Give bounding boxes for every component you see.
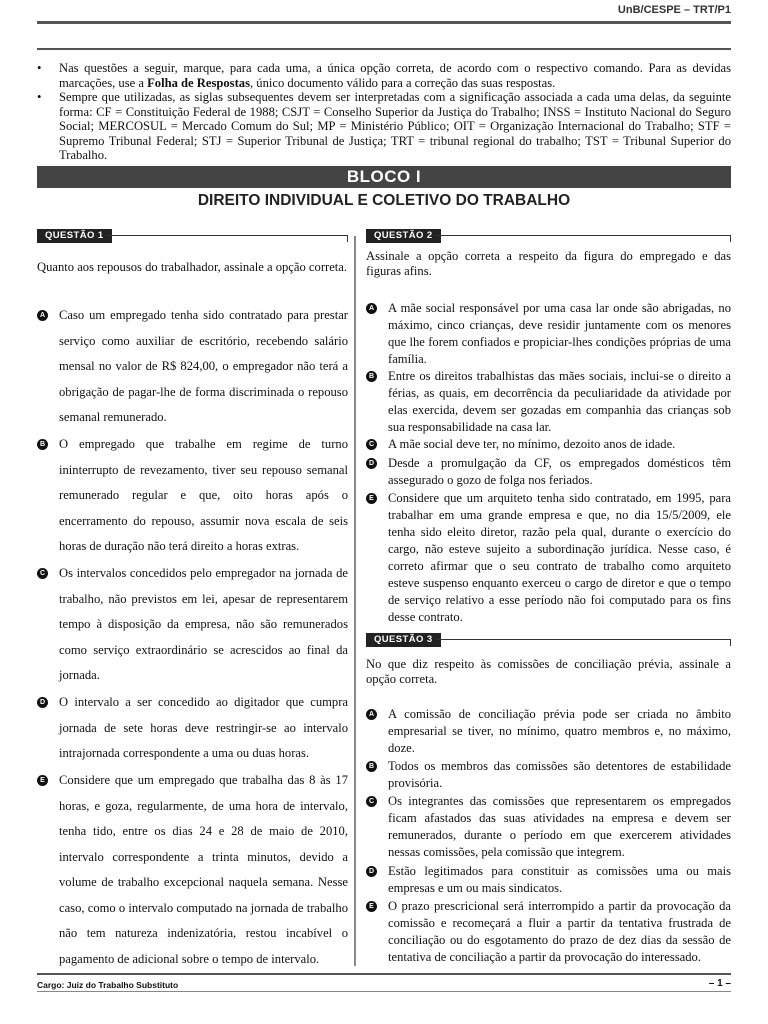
option-a[interactable] (366, 706, 731, 757)
option-e-marker: E (37, 775, 48, 786)
option-text: A mãe social deve ter, no mínimo, dezoito anos de idade. (388, 437, 676, 451)
option-b[interactable] (37, 432, 348, 560)
question-stem: Assinale a opção correta a respeito da figura do empregado e das figuras afins. (366, 249, 731, 278)
option-text: Os integrantes das comissões que representarem os empregados ficam afastados das suas atividades na empresa e devem ser remunerados, durante o período em que exercerem atividades nessas comissões, pela comissão que integrem. (388, 794, 731, 859)
page-number: – 1 – (708, 978, 731, 989)
option-d[interactable] (366, 863, 731, 897)
question-rule-tick (347, 235, 348, 242)
question-rule (436, 235, 731, 236)
question-rule (107, 235, 348, 236)
question-1-header (37, 229, 348, 243)
option-d-marker: D (366, 458, 377, 469)
option-c-marker: C (366, 439, 377, 450)
option-text: Desde a promulgação da CF, os empregados domésticos têm assegurado o gozo de folga nos feriados. (388, 456, 731, 487)
option-b[interactable] (366, 368, 731, 436)
option-d[interactable] (37, 690, 348, 767)
question-label: QUESTÃO 2 (366, 229, 441, 243)
option-text: Estão legitimados para constituir as comissões uma ou mais empresas e um ou mais sindicatos. (388, 864, 731, 895)
option-e[interactable] (37, 768, 348, 972)
option-text: O empregado que trabalhe em regime de turno ininterrupto de revezamento, tiver seu repouso semanal remunerado regular e que, oito horas após o encerramento do repouso, assumir nova escala de seis horas de duração não terá direito a horas extras. (59, 437, 348, 553)
bloco-title: BLOCO I (37, 166, 731, 188)
option-e[interactable] (366, 490, 731, 626)
option-c-marker: C (37, 568, 48, 579)
option-a[interactable] (366, 300, 731, 368)
option-text: O prazo prescricional será interrompido a partir da provocação da comissão e recomeçará a fluir a partir da tentativa frustrada de conciliação ou do esgotamento do prazo de dez dias da sessão de tentativa de conciliação a partir da provocação do interessado. (388, 899, 731, 964)
header-rule (37, 21, 731, 24)
question-stem: No que diz respeito às comissões de conciliação prévia, assinale a opção correta. (366, 657, 731, 686)
option-text: Considere que um empregado que trabalha das 8 às 17 horas, e goza, regularmente, de uma hora de intervalo, tenha tido, entre os dias 24 e 28 de maio de 2010, intervalo correspondente a trinta minutos, devido a volume de trabalho excepcional naquela semana. Nesse caso, como o intervalo computado na jornada de trabalho não tem natureza indenizatória, restou incabível o pagamento de adicional sobre o tempo de intervalo. (59, 773, 348, 966)
option-d-marker: D (37, 697, 48, 708)
answer-sheet-term: Folha de Respostas (147, 75, 250, 90)
option-d[interactable] (366, 455, 731, 489)
question-3-header (366, 633, 731, 647)
option-text: Caso um empregado tenha sido contratado para prestar serviço como auxiliar de escritório, recebendo salário mensal no valor de R$ 824,00, o empregador não terá a obrigação de pagar-lhe de forma discriminada o repouso semanal remunerado. (59, 308, 348, 424)
instruction-item: • Sempre que utilizadas, as siglas subsequentes devem ser interpretadas com a significação associada a cada uma delas, da seguinte forma: CF = Constituição Federal de 1988; CSJT = Conselho Superior da Justiça do Trabalho; INSS = Instituto Nacional do Seguro Social; MERCOSUL = Mercado Comum do Sul; MP = Ministério Público; OIT = Organização Internacional do Trabalho; STF = Supremo Tribunal Federal; STJ = Superior Tribunal de Justiça; TRT = tribunal regional do trabalho; TST = Tribunal Superior do Trabalho. (37, 90, 731, 163)
header-rule-2 (37, 48, 731, 50)
question-2-header (366, 229, 731, 243)
option-text: Entre os direitos trabalhistas das mães sociais, inclui-se o direito a férias, as quais, em decorrência da peculiaridade da atividade por elas exercida, devem ser gozadas em companhia das crianças sob sua responsabilidade na casa lar. (388, 369, 731, 434)
question-rule (436, 639, 731, 640)
option-text: A comissão de conciliação prévia pode ser criada no âmbito empresarial se tiver, no mínimo, quatro membros e, no máximo, doze. (388, 707, 731, 755)
bloco-subtitle: DIREITO INDIVIDUAL E COLETIVO DO TRABALHO (197, 192, 571, 209)
option-text: Todos os membros das comissões são detentores de estabilidade provisória. (388, 759, 731, 790)
option-a-marker: A (366, 303, 377, 314)
option-text: O intervalo a ser concedido ao digitador que cumpra jornada de sete horas deve restringir-se ao intervalo intrajornada correspondente a uma ou duas horas. (59, 695, 348, 760)
question-label: QUESTÃO 3 (366, 633, 441, 647)
option-c[interactable] (37, 561, 348, 689)
option-d-marker: D (366, 866, 377, 877)
option-b-marker: B (366, 371, 377, 382)
option-a-marker: A (37, 310, 48, 321)
instructions (37, 61, 731, 163)
option-e[interactable] (366, 898, 731, 966)
option-b-marker: B (37, 439, 48, 450)
option-text: Os intervalos concedidos pelo empregador na jornada de trabalho, não previstos em lei, apesar de representarem tempo à disposição da empresa, não são remunerados como serviço extraordinário se acrescidos ao final da jornada. (59, 566, 348, 682)
question-rule-tick (730, 235, 731, 242)
option-text: Considere que um arquiteto tenha sido contratado, em 1995, para trabalhar em uma grande empresa e que, no dia 15/5/2009, ele tenha sido eleito diretor, razão pela qual, durante o exercício do cargo, não esteve sujeito a subordinação jurídica. Nesse caso, é correto afirmar que o seu contrato de trabalho como arquiteto esteve suspenso enquanto exerceu o cargo de diretor e que o tempo de serviço relativo a esse período não foi computado para os fins desse contrato. (388, 491, 731, 624)
option-c[interactable] (366, 793, 731, 861)
option-c-marker: C (366, 796, 377, 807)
footer-rule (37, 973, 731, 975)
question-stem: Quanto aos repousos do trabalhador, assinale a opção correta. (37, 260, 348, 274)
option-b-marker: B (366, 761, 377, 772)
footer-cargo: Cargo: Juiz do Trabalho Substituto (37, 980, 179, 990)
exam-id: UnB/CESPE – TRT/P1 (617, 4, 731, 16)
instruction-item: • Nas questões a seguir, marque, para cada uma, a única opção correta, de acordo com o respectivo comando. Para as devidas marcações, use a Folha de Respostas, único documento válido para a correção das suas respostas. (37, 61, 731, 90)
option-e-marker: E (366, 493, 377, 504)
option-e-marker: E (366, 901, 377, 912)
question-rule-tick (730, 639, 731, 646)
option-b[interactable] (366, 758, 731, 792)
footer-rule-2 (37, 991, 731, 992)
option-text: A mãe social responsável por uma casa lar onde são abrigadas, no máximo, cinco crianças, deve residir juntamente com os menores que lhe forem confiados e propiciar-lhes condições próprias de uma família. (388, 301, 731, 366)
option-a[interactable] (37, 303, 348, 431)
column-divider (354, 236, 356, 966)
option-a-marker: A (366, 709, 377, 720)
option-c[interactable] (366, 436, 731, 453)
question-label: QUESTÃO 1 (37, 229, 112, 243)
